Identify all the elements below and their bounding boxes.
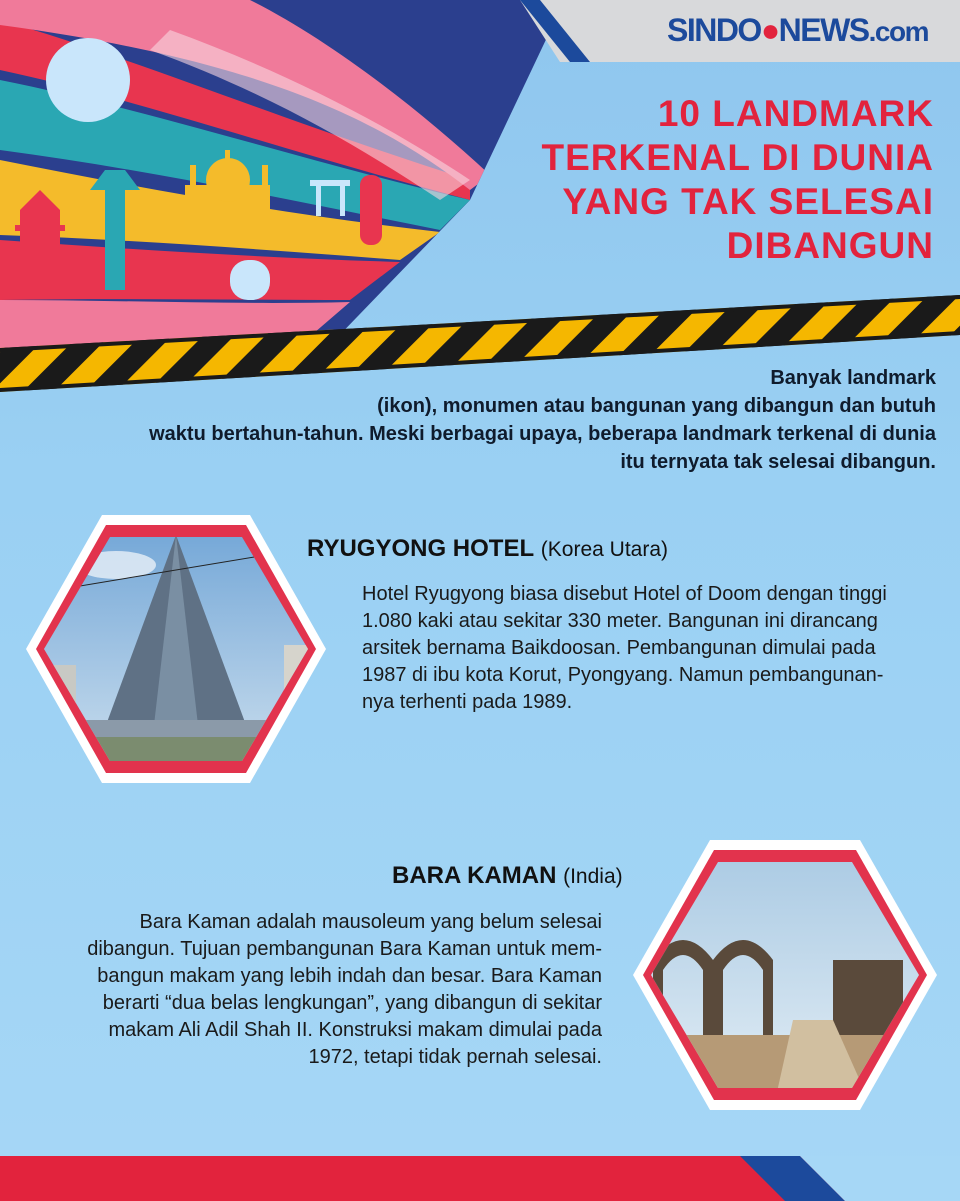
section-title-ryugyong: RYUGYONG HOTEL (Korea Utara): [307, 535, 669, 562]
title-line: YANG TAK SELESAI: [562, 181, 934, 222]
sindonews-logo: SINDO●NEWS.com: [666, 12, 928, 48]
page-title: [474, 92, 934, 268]
intro-paragraph: Banyak landmark (ikon), monumen atau bangunan yang dibangun dan butuh waktu bertahun-tahun. Meski berbagai upaya, beberapa landmark terkenal di dunia itu ternyata tak selesai dibangun.: [149, 367, 936, 473]
section-body-ryugyong: Hotel Ryugyong biasa disebut Hotel of Doom dengan tinggi 1.080 kaki atau sekitar 330 meter. Bangunan ini dirancang arsitek bernama Baikdoosan. Pembangunan dimulai pada 1987 di ibu kota Korut, Pyongyang. Namun pembangunan- nya terhenti pada 1989.: [362, 583, 887, 713]
title-line: TERKENAL DI DUNIA: [541, 137, 934, 178]
title-line: 10 LANDMARK: [657, 93, 934, 134]
bara-kaman-image: [633, 840, 937, 1110]
ryugyong-hotel-image: [26, 515, 326, 783]
section-body-bara-kaman: Bara Kaman adalah mausoleum yang belum selesai dibangun. Tujuan pembangunan Bara Kaman untuk mem- bangun makam yang lebih indah dan besar. Bara Kaman berarti “dua belas lengkungan”, yang dibangun di sekitar makam Ali Adil Shah II. Konstruksi makam dimulai pada 1972, tetapi tidak pernah selesai.: [87, 911, 602, 1068]
logo-globe-icon: ●: [760, 12, 779, 48]
title-line: DIBANGUN: [726, 225, 934, 266]
footer-bar: [0, 1156, 960, 1201]
section-title-bara-kaman: BARA KAMAN (India): [392, 862, 623, 889]
